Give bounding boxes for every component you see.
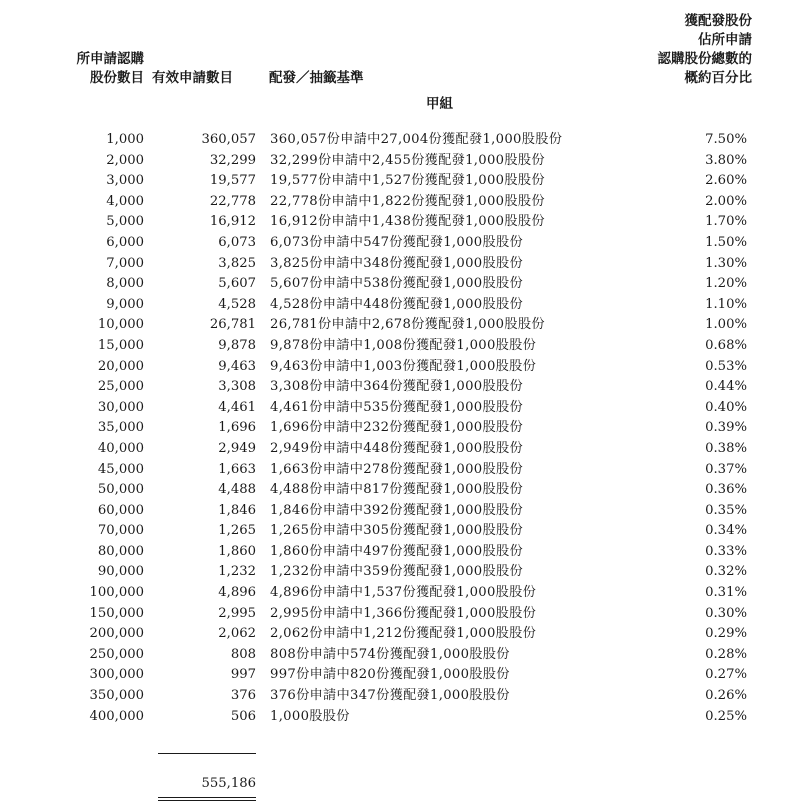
header-pct-line3: 認購股份總數的	[657, 51, 752, 67]
cell-basis: 1,265份申請中305份獲配發1,000股股份	[270, 523, 523, 539]
table-row	[0, 521, 792, 542]
table-row	[0, 315, 792, 336]
cell-valid-applications: 1,663	[218, 461, 256, 477]
cell-valid-applications: 5,607	[218, 276, 256, 292]
cell-basis: 4,528份申請中448份獲配發1,000股股份	[270, 296, 523, 312]
cell-shares-applied: 9,000	[106, 296, 144, 312]
cell-shares-applied: 8,000	[106, 276, 144, 292]
cell-basis: 32,299份申請中2,455份獲配發1,000股股份	[270, 152, 545, 168]
header-pct-line1: 獲配發股份	[684, 13, 752, 29]
table-row	[0, 439, 792, 460]
table-row	[0, 418, 792, 439]
cell-valid-applications: 4,461	[218, 399, 256, 415]
cell-shares-applied: 5,000	[106, 214, 144, 230]
cell-shares-applied: 150,000	[89, 605, 144, 621]
header-percentage	[658, 12, 753, 88]
cell-basis: 16,912份申請中1,438份獲配發1,000股股份	[270, 214, 545, 230]
cell-shares-applied: 10,000	[97, 317, 144, 333]
cell-percentage: 2.00%	[705, 193, 747, 209]
cell-percentage: 0.26%	[705, 688, 747, 704]
cell-shares-applied: 3,000	[106, 173, 144, 189]
cell-basis: 6,073份申請中547份獲配發1,000股股份	[270, 234, 523, 250]
cell-shares-applied: 15,000	[97, 337, 144, 353]
cell-basis: 1,232份申請中359份獲配發1,000股股份	[270, 564, 523, 580]
cell-percentage: 0.31%	[705, 585, 747, 601]
cell-basis: 376份申請中347份獲配發1,000股股份	[270, 688, 510, 704]
cell-valid-applications: 9,463	[218, 358, 256, 374]
header-valid-applications: 有效申請數目	[152, 70, 233, 86]
cell-percentage: 0.33%	[705, 543, 747, 559]
cell-percentage: 0.38%	[705, 440, 747, 456]
cell-shares-applied: 25,000	[97, 379, 144, 395]
cell-basis: 3,308份申請中364份獲配發1,000股股份	[270, 379, 523, 395]
cell-shares-applied: 7,000	[106, 255, 144, 271]
cell-percentage: 0.40%	[705, 399, 747, 415]
table-row	[0, 151, 792, 172]
table-row	[0, 295, 792, 316]
cell-percentage: 0.29%	[705, 626, 747, 642]
cell-valid-applications: 3,825	[218, 255, 256, 271]
table-row	[0, 398, 792, 419]
cell-valid-applications: 4,528	[218, 296, 256, 312]
cell-percentage: 1.30%	[705, 255, 747, 271]
table-row	[0, 171, 792, 192]
cell-percentage: 0.35%	[705, 502, 747, 518]
cell-shares-applied: 6,000	[106, 234, 144, 250]
cell-basis: 997份申請中820份獲配發1,000股股份	[270, 667, 510, 683]
cell-shares-applied: 2,000	[106, 152, 144, 168]
cell-percentage: 3.80%	[705, 152, 747, 168]
cell-valid-applications: 376	[230, 688, 256, 704]
cell-basis: 1,663份申請中278份獲配發1,000股股份	[270, 461, 523, 477]
table-row	[0, 357, 792, 378]
header-basis: 配發／抽籤基準	[269, 70, 364, 86]
cell-valid-applications: 808	[230, 646, 256, 662]
total-double-rule-lower	[158, 800, 256, 801]
cell-valid-applications: 1,232	[218, 564, 256, 580]
cell-shares-applied: 80,000	[97, 543, 144, 559]
cell-basis: 2,062份申請中1,212份獲配發1,000股股份	[270, 626, 537, 642]
cell-valid-applications: 4,488	[218, 482, 256, 498]
cell-valid-applications: 506	[230, 708, 256, 724]
cell-valid-applications: 1,860	[218, 543, 256, 559]
cell-basis: 2,949份申請中448份獲配發1,000股股份	[270, 440, 523, 456]
cell-valid-applications: 3,308	[218, 379, 256, 395]
cell-basis: 1,846份申請中392份獲配發1,000股股份	[270, 502, 523, 518]
table-row	[0, 377, 792, 398]
table-row	[0, 212, 792, 233]
cell-percentage: 1.50%	[705, 234, 747, 250]
cell-shares-applied: 100,000	[89, 585, 144, 601]
cell-valid-applications: 16,912	[209, 214, 256, 230]
cell-valid-applications: 1,846	[218, 502, 256, 518]
table-row	[0, 501, 792, 522]
cell-percentage: 0.27%	[705, 667, 747, 683]
table-row	[0, 562, 792, 583]
cell-shares-applied: 30,000	[97, 399, 144, 415]
table-row	[0, 192, 792, 213]
cell-shares-applied: 300,000	[89, 667, 144, 683]
cell-basis: 1,000股股份	[270, 708, 350, 724]
cell-valid-applications: 26,781	[209, 317, 256, 333]
cell-valid-applications: 2,949	[218, 440, 256, 456]
cell-valid-applications: 2,995	[218, 605, 256, 621]
allotment-table	[0, 130, 792, 727]
cell-percentage: 1.70%	[705, 214, 747, 230]
cell-basis: 3,825份申請中348份獲配發1,000股股份	[270, 255, 523, 271]
cell-basis: 22,778份申請中1,822份獲配發1,000股股份	[270, 193, 545, 209]
cell-percentage: 0.30%	[705, 605, 747, 621]
cell-percentage: 1.20%	[705, 276, 747, 292]
cell-percentage: 0.68%	[705, 337, 747, 353]
cell-shares-applied: 4,000	[106, 193, 144, 209]
table-row	[0, 604, 792, 625]
cell-basis: 4,896份申請中1,537份獲配發1,000股股份	[270, 585, 537, 601]
cell-valid-applications: 1,265	[218, 523, 256, 539]
header-shares-applied	[77, 50, 145, 88]
cell-basis: 9,463份申請中1,003份獲配發1,000股股份	[270, 358, 537, 374]
cell-basis: 1,860份申請中497份獲配發1,000股股份	[270, 543, 523, 559]
cell-percentage: 0.53%	[705, 358, 747, 374]
cell-percentage: 0.37%	[705, 461, 747, 477]
table-row	[0, 686, 792, 707]
cell-shares-applied: 70,000	[97, 523, 144, 539]
table-row	[0, 460, 792, 481]
total-top-rule	[158, 753, 256, 754]
header-shares-applied-line2: 股份數目	[90, 70, 144, 86]
cell-percentage: 7.50%	[705, 132, 747, 147]
cell-valid-applications: 19,577	[209, 173, 256, 189]
table-row	[0, 665, 792, 686]
table-row	[0, 233, 792, 254]
cell-shares-applied: 350,000	[89, 688, 144, 704]
header-shares-applied-line1: 所申請認購	[76, 51, 144, 67]
total-valid-applications: 555,186	[201, 776, 256, 791]
cell-shares-applied: 200,000	[89, 626, 144, 642]
cell-shares-applied: 1,000	[106, 132, 144, 147]
table-row	[0, 542, 792, 563]
cell-percentage: 0.28%	[705, 646, 747, 662]
cell-basis: 4,461份申請中535份獲配發1,000股股份	[270, 399, 523, 415]
cell-basis: 4,488份申請中817份獲配發1,000股股份	[270, 482, 523, 498]
table-row	[0, 336, 792, 357]
header-pct-line2: 佔所申請	[698, 32, 752, 48]
cell-percentage: 0.39%	[705, 420, 747, 436]
cell-valid-applications: 22,778	[209, 193, 256, 209]
table-row	[0, 480, 792, 501]
cell-percentage: 0.25%	[705, 708, 747, 724]
table-row	[0, 583, 792, 604]
cell-valid-applications: 997	[230, 667, 256, 683]
cell-shares-applied: 20,000	[97, 358, 144, 374]
cell-shares-applied: 90,000	[97, 564, 144, 580]
cell-valid-applications: 2,062	[218, 626, 256, 642]
cell-percentage: 0.36%	[705, 482, 747, 498]
cell-basis: 1,696份申請中232份獲配發1,000股股份	[270, 420, 523, 436]
cell-shares-applied: 40,000	[97, 440, 144, 456]
group-label: 甲組	[426, 96, 453, 112]
cell-shares-applied: 400,000	[89, 708, 144, 724]
header-pct-line4: 概約百分比	[684, 70, 752, 86]
cell-percentage: 1.10%	[705, 296, 747, 312]
cell-percentage: 1.00%	[705, 317, 747, 333]
cell-valid-applications: 1,696	[218, 420, 256, 436]
cell-basis: 808份申請中574份獲配發1,000股股份	[270, 646, 510, 662]
cell-valid-applications: 360,057	[201, 132, 256, 147]
cell-basis: 360,057份申請中27,004份獲配發1,000股股份	[270, 132, 563, 147]
total-double-rule-upper	[158, 797, 256, 798]
cell-percentage: 0.44%	[705, 379, 747, 395]
table-row	[0, 624, 792, 645]
cell-percentage: 2.60%	[705, 173, 747, 189]
cell-valid-applications: 9,878	[218, 337, 256, 353]
cell-valid-applications: 6,073	[218, 234, 256, 250]
cell-shares-applied: 50,000	[97, 482, 144, 498]
cell-basis: 5,607份申請中538份獲配發1,000股股份	[270, 276, 523, 292]
cell-shares-applied: 60,000	[97, 502, 144, 518]
table-row	[0, 130, 792, 151]
cell-shares-applied: 45,000	[97, 461, 144, 477]
cell-basis: 19,577份申請中1,527份獲配發1,000股股份	[270, 173, 545, 189]
table-row	[0, 254, 792, 275]
cell-basis: 26,781份申請中2,678份獲配發1,000股股份	[270, 317, 545, 333]
cell-percentage: 0.32%	[705, 564, 747, 580]
cell-percentage: 0.34%	[705, 523, 747, 539]
cell-valid-applications: 32,299	[209, 152, 256, 168]
table-row	[0, 274, 792, 295]
cell-valid-applications: 4,896	[218, 585, 256, 601]
cell-shares-applied: 250,000	[89, 646, 144, 662]
cell-shares-applied: 35,000	[97, 420, 144, 436]
cell-basis: 9,878份申請中1,008份獲配發1,000股股份	[270, 337, 537, 353]
table-row	[0, 645, 792, 666]
table-row	[0, 707, 792, 728]
cell-basis: 2,995份申請中1,366份獲配發1,000股股份	[270, 605, 537, 621]
